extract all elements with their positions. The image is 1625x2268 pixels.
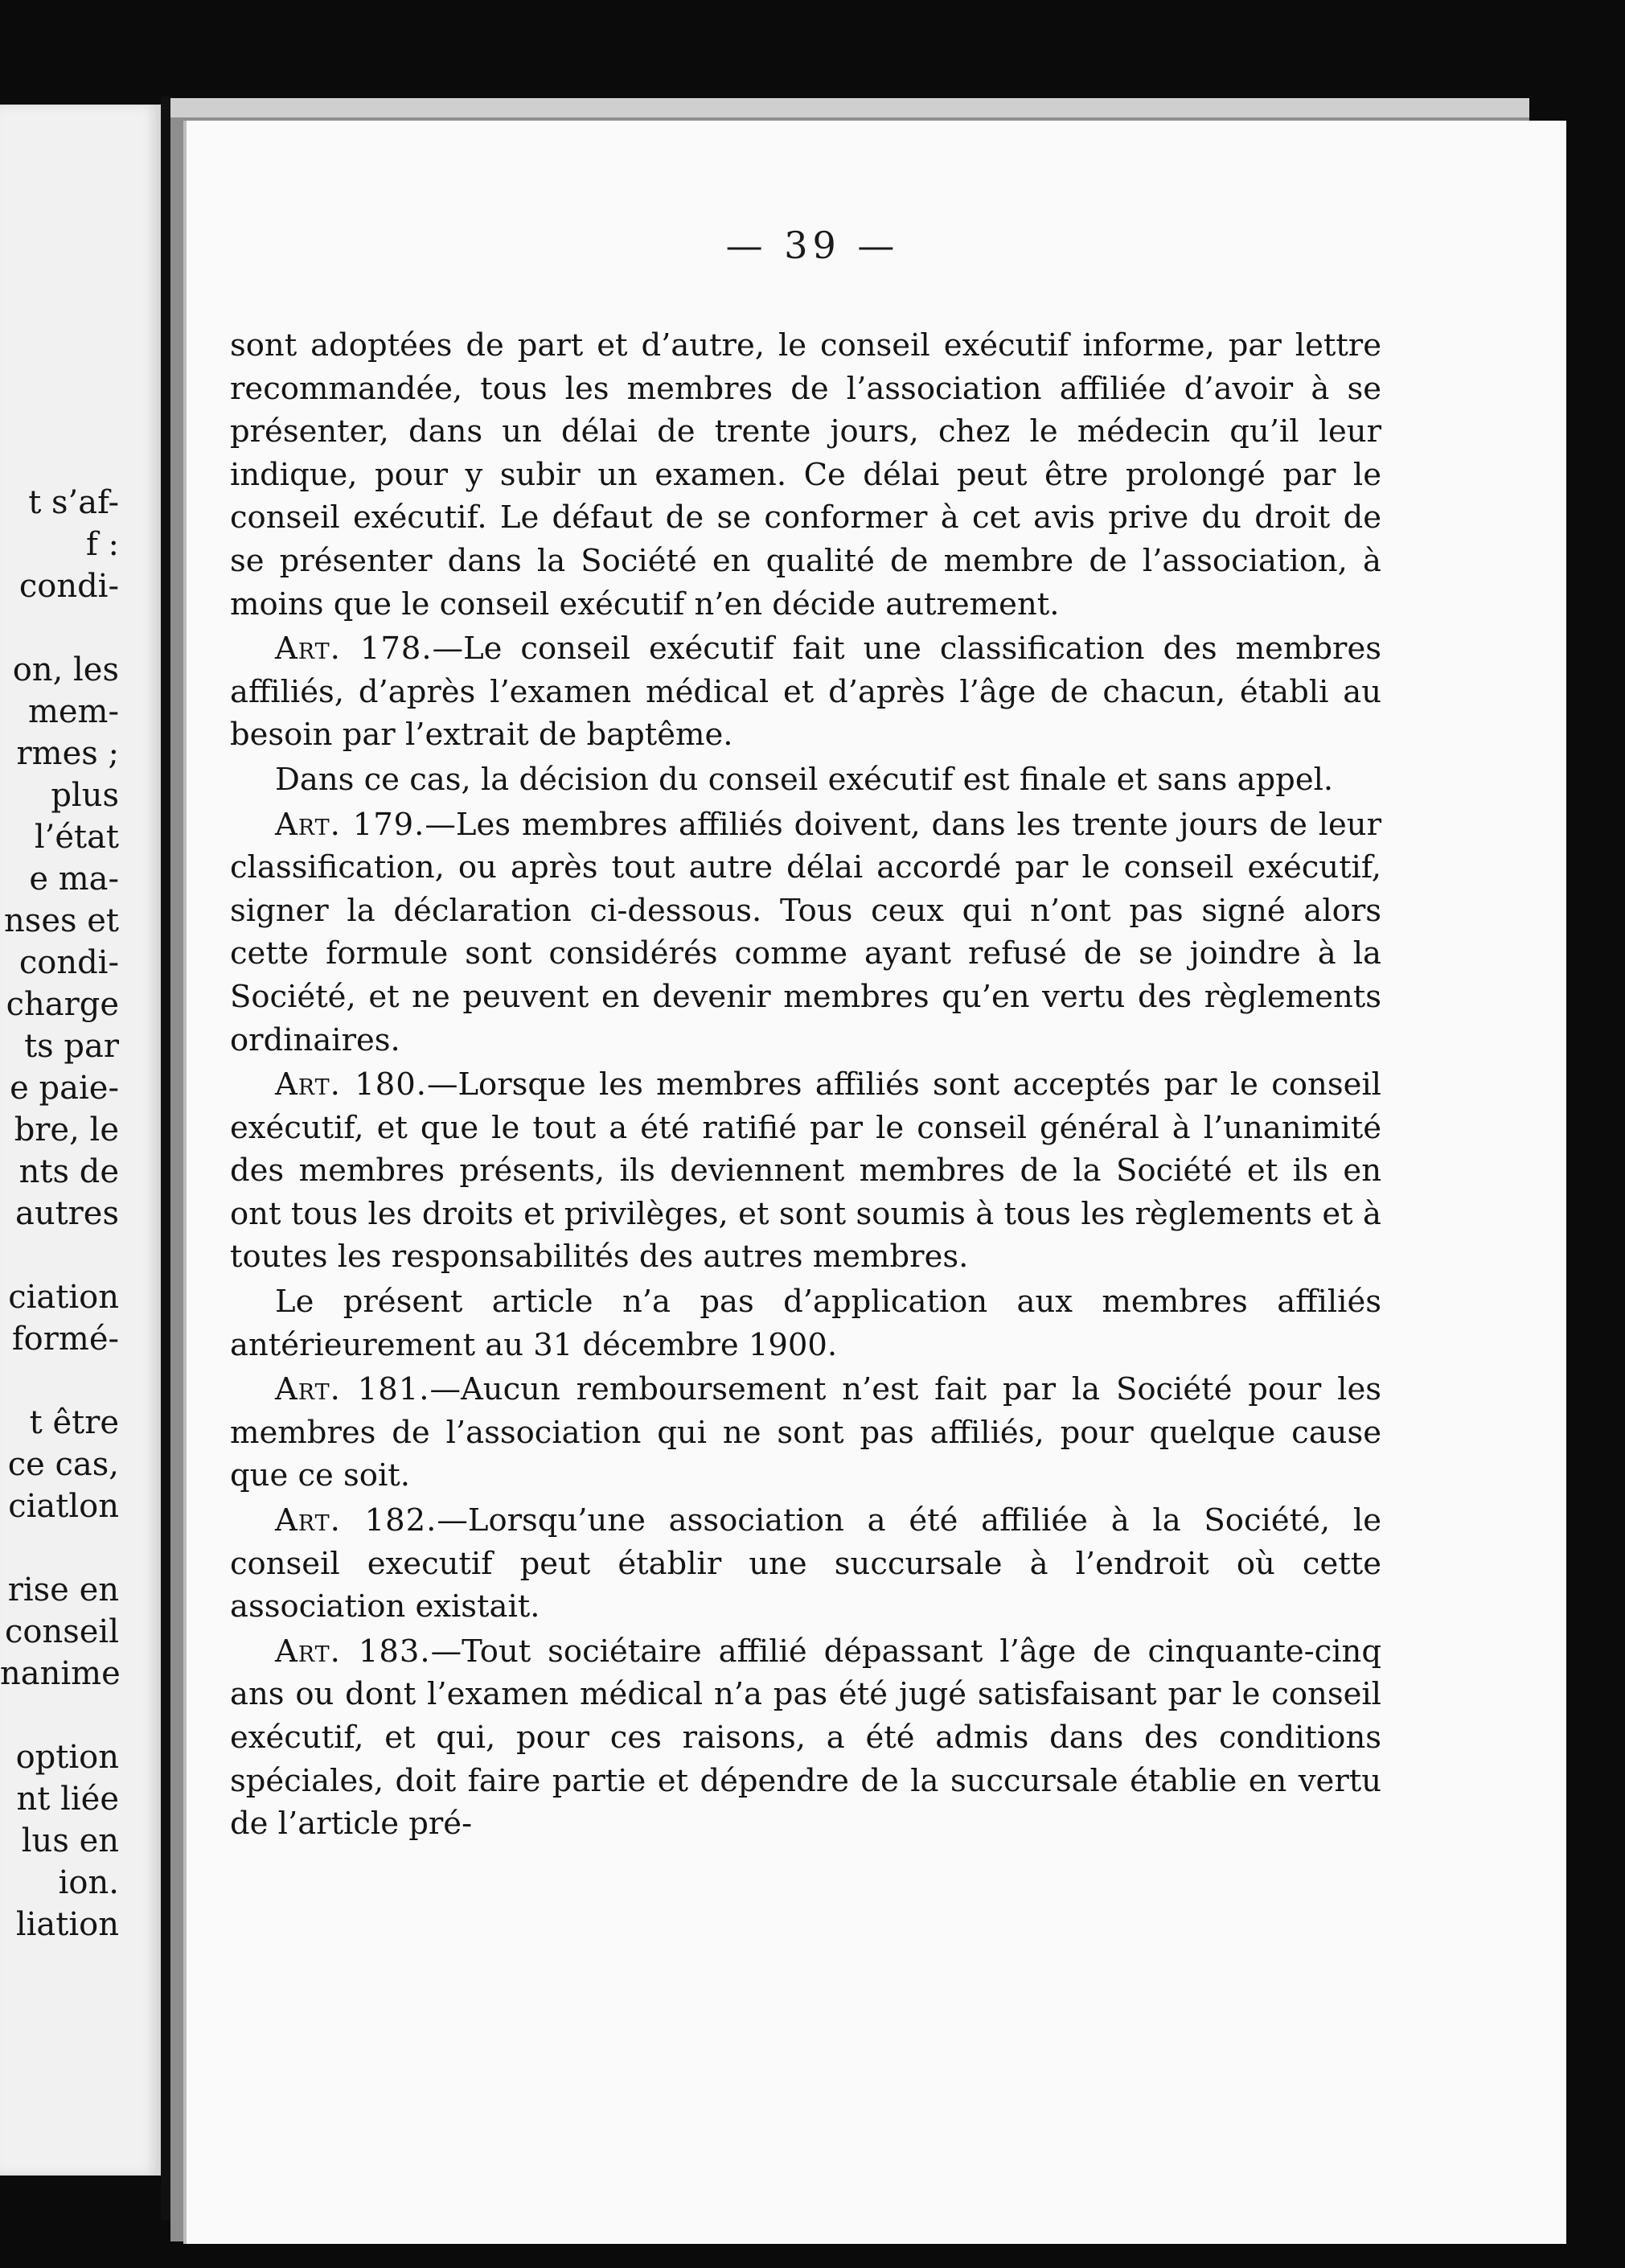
article-label: Art. 179. — [275, 806, 425, 843]
left-page-fragment: rise en — [7, 1572, 119, 1609]
left-page-fragment: option — [15, 1739, 119, 1776]
paragraph-art-182 — [230, 1499, 1381, 1629]
left-page-fragment: nanime — [0, 1655, 121, 1692]
left-page-fragment: plus — [51, 777, 119, 814]
article-label: Art. 178. — [275, 631, 433, 668]
left-page-fragment: l’état — [34, 819, 119, 856]
paragraph-text: —Aucun remboursement n’est fait par la Société pour les membres de l’association qui ne sont pas affiliés, pour quelque cause que ce soit. — [230, 1371, 1381, 1494]
left-page-fragment: mem- — [27, 693, 119, 730]
paragraph-text: —Les membres affiliés doivent, dans les trente jours de leur classification, ou après tout autre délai accordé par le conseil exécutif, signer la déclaration ci-dessous. Tous ceux qui n’ont pas signé alors cette formule sont considérés comme ayant refusé de se joindre à la Société, et ne peuvent en devenir membres qu’en vertu des règlements ordinaires. — [230, 806, 1381, 1058]
left-page-fragment: autres — [14, 1195, 119, 1232]
left-page-fragment: formé- — [11, 1321, 119, 1358]
paragraph-art-180 — [230, 1063, 1381, 1279]
article-label: Art. 183. — [275, 1633, 431, 1670]
article-label: Art. 181. — [275, 1371, 430, 1408]
left-page-fragment: t être — [29, 1404, 119, 1441]
left-page-fragment: e paie- — [10, 1070, 119, 1107]
left-page-fragment: ts par — [24, 1028, 119, 1065]
left-page-fragment: bre, le — [14, 1111, 119, 1148]
left-page-fragment: f : — [86, 526, 119, 563]
left-page-fragment: ciatlon — [8, 1488, 119, 1525]
left-page-fragment: condi- — [18, 568, 119, 605]
paragraph-art-183 — [230, 1630, 1381, 1846]
left-page-fragment: nses et — [4, 902, 119, 939]
paragraph-text: sont adoptées de part et d’autre, le conseil exécutif informe, par lettre recommandée, tous les membres de l’association affiliée d’avoir à se présenter, dans un délai de trente jours, chez le médecin qu’il leur indique, pour y subir un examen. Ce délai peut être prolongé par le conseil exécutif. Le défaut de se conformer à cet avis prive du droit de se présenter dans la Société en qualité de membre de l’association, à moins que le conseil exécutif n’en décide autrement. — [230, 327, 1381, 622]
paragraph-1 — [230, 324, 1381, 626]
page-body — [230, 324, 1381, 1846]
paragraph-art-181 — [230, 1368, 1381, 1498]
paragraph-6 — [230, 1280, 1381, 1366]
left-page-fragment: liation — [15, 1906, 119, 1943]
article-label: Art. 182. — [275, 1502, 437, 1539]
left-page-fragment: on, les — [12, 651, 119, 688]
article-label: Art. 180. — [275, 1066, 427, 1103]
left-page-fragment: lus en — [21, 1822, 119, 1859]
left-page-fragment: nt liée — [16, 1781, 119, 1818]
paragraph-text: —Lorsque les membres affiliés sont acceptés par le conseil exécutif, et que le tout a été ratifié par le conseil général à l’unanimité des membres présents, ils deviennent membres de la Société et ils en ont tous les droits et privilèges, et sont soumis à tous les règlements et à toutes les responsabilités des autres membres. — [230, 1066, 1381, 1276]
left-page-fragment: charge — [6, 986, 119, 1023]
paragraph-text: —Lorsqu’une association a été affiliée à la Société, le conseil executif peut établir une succursale à l’endroit où cette association existait. — [230, 1502, 1381, 1625]
left-page-fragment: conseil — [4, 1613, 119, 1650]
left-page-fragment: ce cas, — [7, 1446, 119, 1483]
left-page-fragment: condi- — [18, 944, 119, 981]
left-page-fragment: rmes ; — [16, 735, 119, 772]
left-page-fragment: t s’af- — [28, 484, 119, 521]
paragraph-3 — [230, 758, 1381, 802]
paragraph-text: —Le conseil exécutif fait une classification des membres affiliés, d’après l’examen médical et d’après l’âge de chacun, établi au besoin par l’extrait de baptême. — [230, 631, 1381, 754]
left-page-fragment: ciation — [8, 1279, 119, 1316]
page-top-edge — [170, 98, 1529, 117]
left-page-fragment: nts de — [18, 1153, 119, 1190]
paragraph-art-178 — [230, 627, 1381, 757]
paragraph-text: —Tout sociétaire affilié dépassant l’âge de cinquante-cinq ans ou dont l’examen médical n’a pas été jugé satisfaisant par le conseil exécutif, et qui, pour ces raisons, a été admis dans des conditions spéciales, doit faire partie et dépendre de la succursale établie en vertu de l’article pré- — [230, 1633, 1381, 1843]
previous-page — [0, 105, 166, 2176]
page-number: — 39 — — [725, 224, 900, 267]
paragraph-art-179 — [230, 803, 1381, 1062]
left-page-fragment: ion. — [58, 1864, 119, 1901]
paragraph-text: Le présent article n’a pas d’application aux membres affiliés antérieurement au 31 décembre 1900. — [230, 1284, 1381, 1363]
left-page-fragment: e ma- — [29, 861, 119, 898]
paragraph-text: Dans ce cas, la décision du conseil exécutif est finale et sans appel. — [275, 761, 1334, 798]
